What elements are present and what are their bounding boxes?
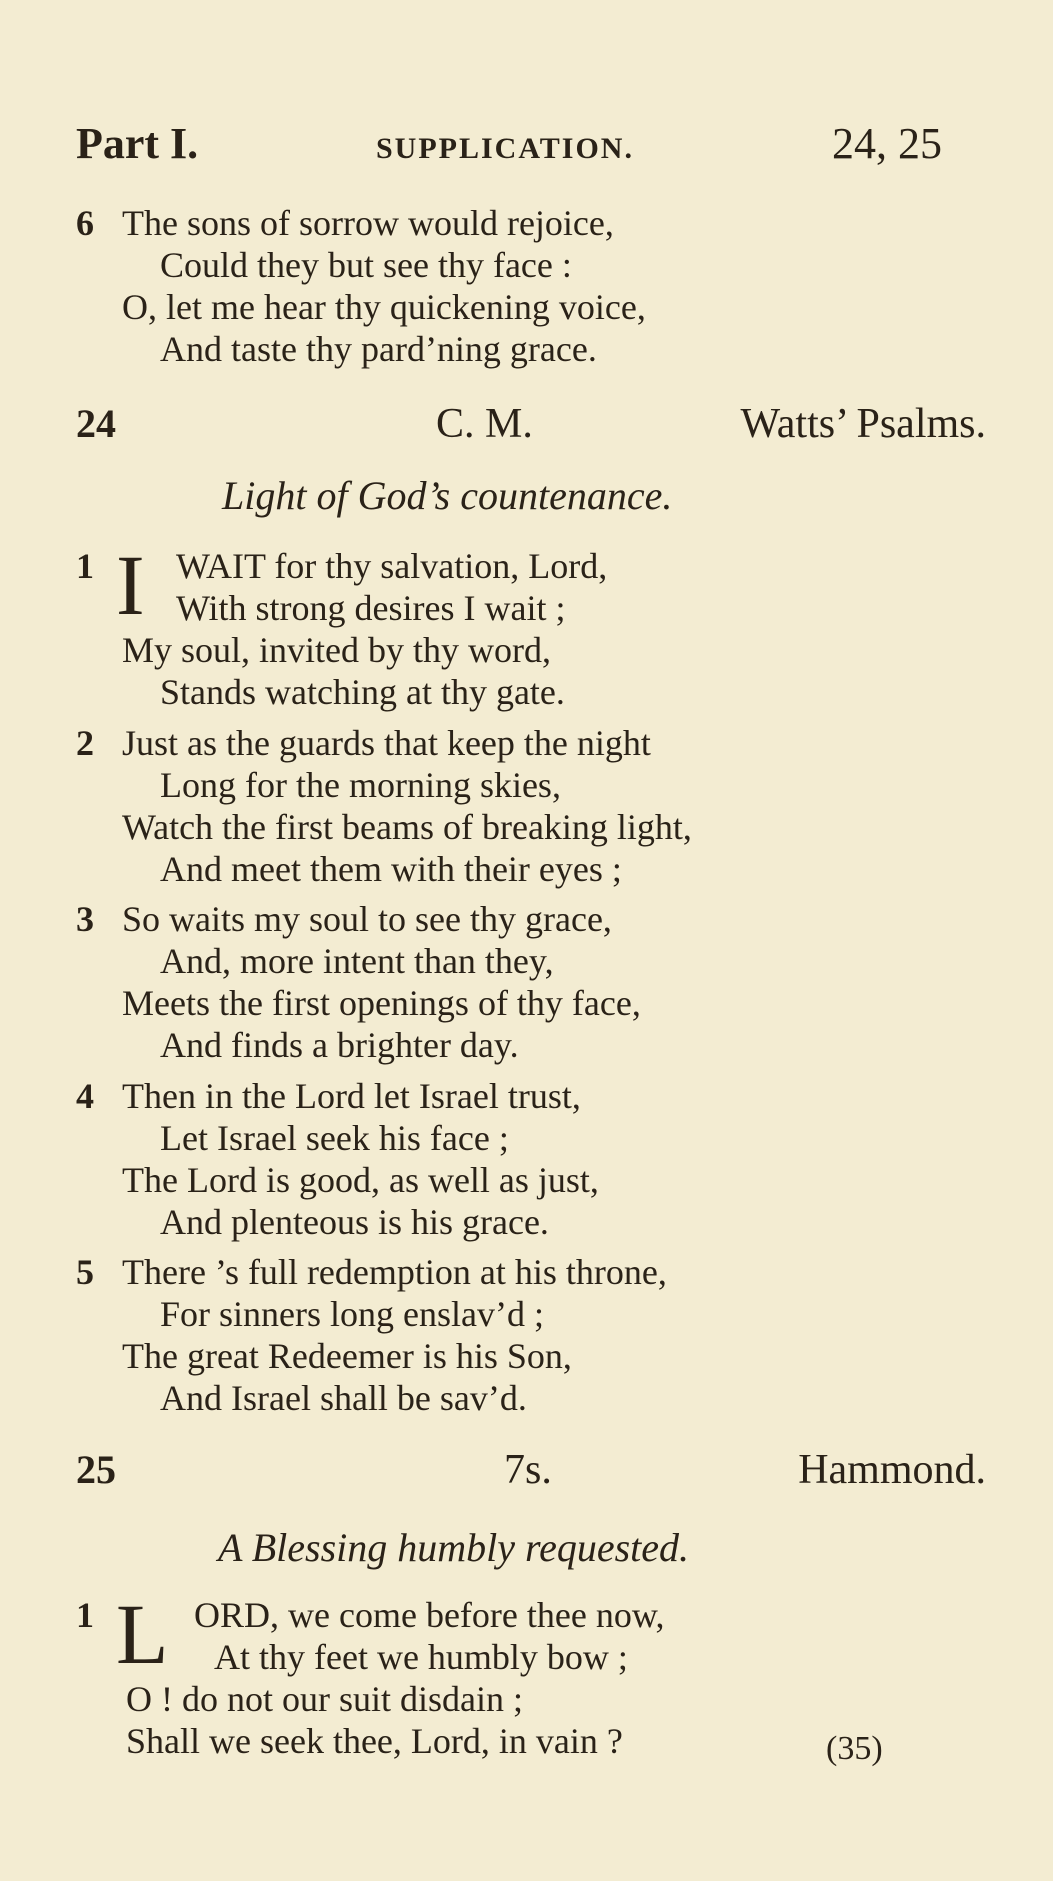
hymn-title: A Blessing humbly requested. <box>218 1525 690 1570</box>
verse-line: O ! do not our suit disdain ; <box>126 1679 523 1719</box>
hymn-meter: C. M. <box>436 401 533 447</box>
verse-line: The Lord is good, as well as just, <box>122 1160 599 1200</box>
verse-number: 1 <box>76 1595 94 1635</box>
verse-line: Then in the Lord let Israel trust, <box>122 1076 581 1116</box>
verse-line: For sinners long enslav’d ; <box>160 1294 544 1334</box>
verse-line: Watch the first beams of breaking light, <box>122 807 692 847</box>
verse-line: With strong desires I wait ; <box>176 588 566 628</box>
hymn-title: Light of God’s countenance. <box>222 473 673 518</box>
verse-line: O, let me hear thy quickening voice, <box>122 287 646 327</box>
page-number: (35) <box>826 1730 883 1767</box>
verse-line: So waits my soul to see thy grace, <box>122 899 612 939</box>
verse-number: 3 <box>76 899 94 939</box>
verse-line: ORD, we come before thee now, <box>194 1595 665 1635</box>
verse-number: 5 <box>76 1252 94 1292</box>
verse-number: 6 <box>76 203 94 243</box>
hymn-24-header <box>76 400 986 448</box>
verse-line: The sons of sorrow would rejoice, <box>122 203 614 243</box>
verse-number: 1 <box>76 546 94 586</box>
section-title: SUPPLICATION. <box>376 132 634 165</box>
hymn-tune: Watts’ Psalms. <box>740 401 986 447</box>
drop-cap: I <box>116 537 145 633</box>
verse-line: Meets the first openings of thy face, <box>122 983 641 1023</box>
verse-line: There ’s full redemption at his throne, <box>122 1252 667 1292</box>
verse-line: Stands watching at thy gate. <box>160 672 565 712</box>
verse-line: And plenteous is his grace. <box>160 1202 549 1242</box>
hymn-range: 24, 25 <box>832 119 942 168</box>
hymn-meter: 7s. <box>504 1447 552 1493</box>
verse-line: And finds a brighter day. <box>160 1025 519 1065</box>
verse-number: 2 <box>76 723 94 763</box>
verse-line: The great Redeemer is his Son, <box>122 1336 572 1376</box>
verse-line: My soul, invited by thy word, <box>122 630 551 670</box>
verse-line: And, more intent than they, <box>160 941 554 981</box>
verse-line: Shall we seek thee, Lord, in vain ? <box>126 1721 623 1761</box>
verse-line: And meet them with their eyes ; <box>160 849 622 889</box>
verse-line: And taste thy pard’ning grace. <box>160 329 597 369</box>
verse-line: At thy feet we humbly bow ; <box>214 1637 628 1677</box>
drop-cap: L <box>116 1586 169 1682</box>
hymn-number: 24 <box>76 401 116 446</box>
verse-line: Let Israel seek his face ; <box>160 1118 509 1158</box>
verse-line: Long for the morning skies, <box>160 765 561 805</box>
verse-line: WAIT for thy salvation, Lord, <box>176 546 608 586</box>
hymn-25-header <box>76 1446 986 1494</box>
verse-line: Just as the guards that keep the night <box>122 723 651 763</box>
verse-line: And Israel shall be sav’d. <box>160 1378 527 1418</box>
hymn-tune: Hammond. <box>798 1447 986 1493</box>
verse-line: Could they but see thy face : <box>160 245 572 285</box>
hymn-number: 25 <box>76 1447 116 1492</box>
part-label: Part I. <box>76 119 199 168</box>
running-header <box>76 118 976 168</box>
verse-number: 4 <box>76 1076 94 1116</box>
